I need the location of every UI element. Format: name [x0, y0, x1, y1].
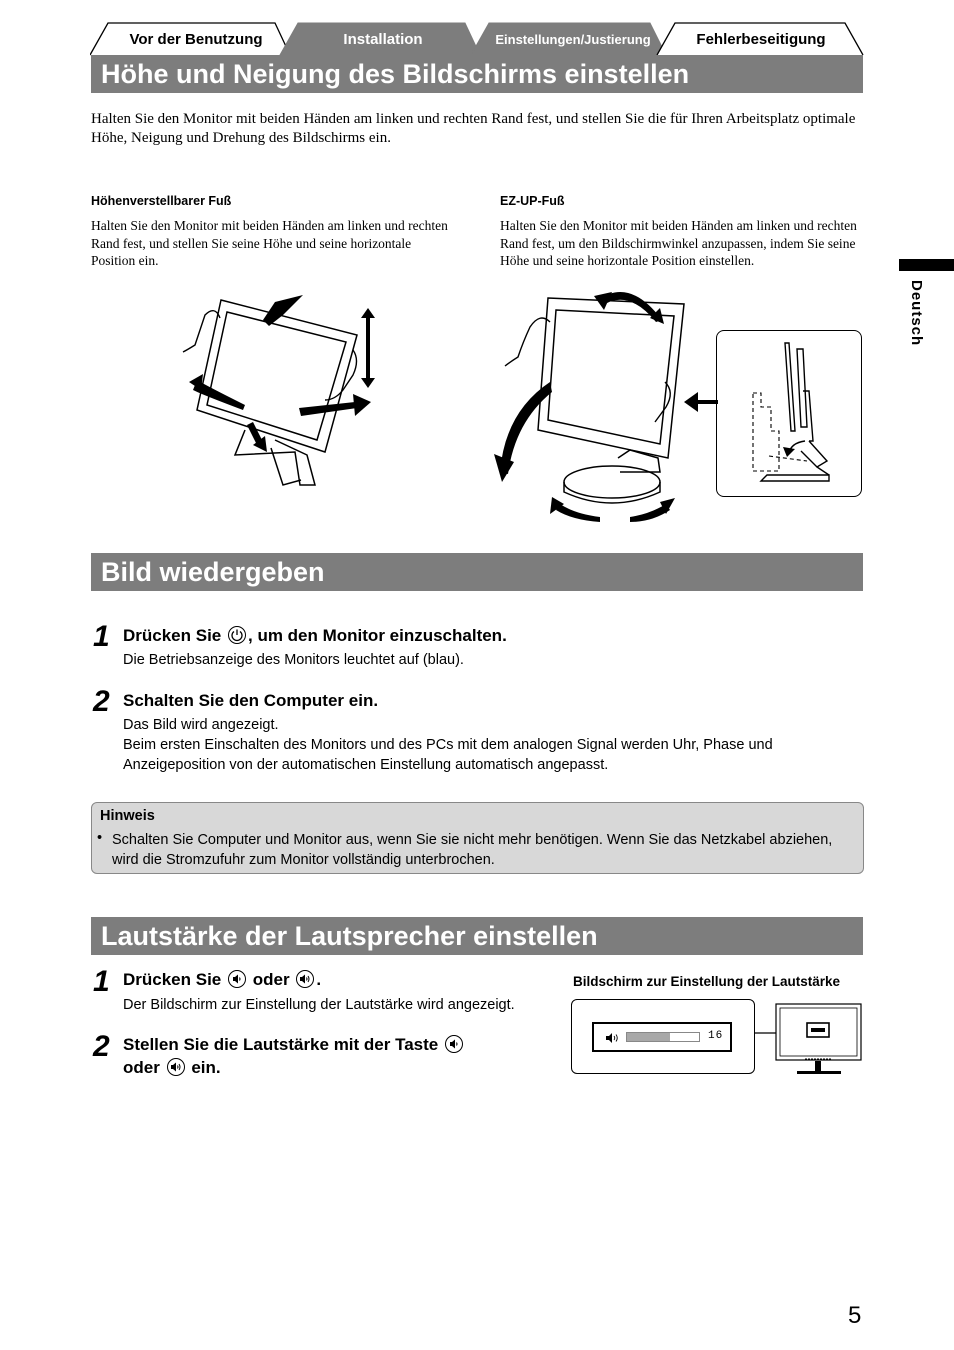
volume-screen-figure	[571, 999, 755, 1074]
volume-down-icon	[445, 1035, 463, 1053]
height-adjustable-stand-illustration	[175, 290, 385, 490]
step-description: Die Betriebsanzeige des Monitors leuchtet auf (blau).	[123, 652, 464, 668]
chapter-tabs	[90, 22, 864, 56]
intro-text: Halten Sie den Monitor mit beiden Händen am linken und rechten Rand fest, und stellen Sie die für Ihren Arbeitsplatz optimale Höhe, Neigung und Drehung des Bildschirms ein.	[91, 111, 856, 146]
step-description: Beim ersten Einschalten des Monitors und des PCs mit dem analogen Signal werden Uhr, Phase und Anzeigeposition von der automatischen Einstellung automatisch angepasst.	[123, 737, 773, 773]
tab-fehlerbeseitigung[interactable]: Fehlerbeseitigung	[696, 31, 826, 48]
step-description: Der Bildschirm zur Einstellung der Lautstärke wird angezeigt.	[123, 997, 515, 1013]
speaker-icon	[605, 1032, 621, 1044]
ez-up-stand-illustration	[490, 282, 710, 527]
note-text: Schalten Sie Computer und Monitor aus, wenn Sie sie nicht mehr benötigen. Wenn Sie das Netzkabel abziehen, wird die Stromzufuhr zum Monitor vollständig unterbrochen.	[112, 832, 833, 868]
side-view-illustration	[717, 331, 861, 496]
note-bullet: •	[97, 830, 103, 846]
side-view-box	[716, 330, 862, 497]
step-title: Drücken Sie oder .	[123, 970, 322, 989]
step-number: 2	[93, 1030, 110, 1063]
tab-einstellungen[interactable]: Einstellungen/Justierung	[495, 32, 651, 47]
step-number: 1	[93, 620, 110, 653]
left-subtext: Halten Sie den Monitor mit beiden Händen am linken und rechten Rand fest, und stellen Sie seine Höhe und seine horizontale Position ein.	[91, 218, 448, 268]
figure-caption: Bildschirm zur Einstellung der Lautstärke	[573, 974, 841, 989]
step-title: Schalten Sie den Computer ein.	[123, 691, 379, 710]
volume-up-icon	[167, 1058, 185, 1076]
note-title: Hinweis	[100, 808, 155, 824]
section-title-hoehe: Höhe und Neigung des Bildschirms einstellen	[91, 55, 863, 93]
power-icon	[228, 626, 246, 644]
tab-vor-der-benutzung[interactable]: Vor der Benutzung	[129, 31, 263, 48]
step-number: 1	[93, 965, 110, 998]
volume-down-icon	[228, 970, 246, 988]
right-subheading: EZ-UP-Fuß	[500, 194, 565, 208]
note-box	[91, 802, 864, 874]
tab-installation[interactable]: Installation	[343, 31, 423, 48]
volume-slider-fill	[627, 1033, 670, 1041]
volume-value: 16	[708, 1030, 724, 1042]
section-title-bild: Bild wiedergeben	[91, 553, 863, 591]
step-description: Das Bild wird angezeigt.	[123, 717, 279, 733]
page-number: 5	[848, 1302, 862, 1329]
language-marker	[899, 259, 954, 271]
language-label: Deutsch	[908, 280, 925, 347]
volume-up-icon	[296, 970, 314, 988]
step-number: 2	[93, 685, 110, 718]
volume-slider	[626, 1032, 700, 1042]
volume-osd	[592, 1022, 732, 1052]
section-title-lautstaerke: Lautstärke der Lautsprecher einstellen	[91, 917, 863, 955]
step-title: Drücken Sie , um den Monitor einzuschalten.	[123, 626, 507, 645]
arrow-left-icon	[684, 392, 718, 412]
monitor-front-icon	[775, 1003, 863, 1077]
right-subtext: Halten Sie den Monitor mit beiden Händen am linken und rechten Rand fest, um den Bildschirmwinkel anzupassen, indem Sie seine Höhe und seine horizontale Position einstellen.	[500, 218, 857, 268]
step-title-line2: oder ein.	[123, 1058, 221, 1077]
left-subheading: Höhenverstellbarer Fuß	[91, 194, 232, 208]
step-title: Stellen Sie die Lautstärke mit der Taste	[123, 1035, 465, 1055]
